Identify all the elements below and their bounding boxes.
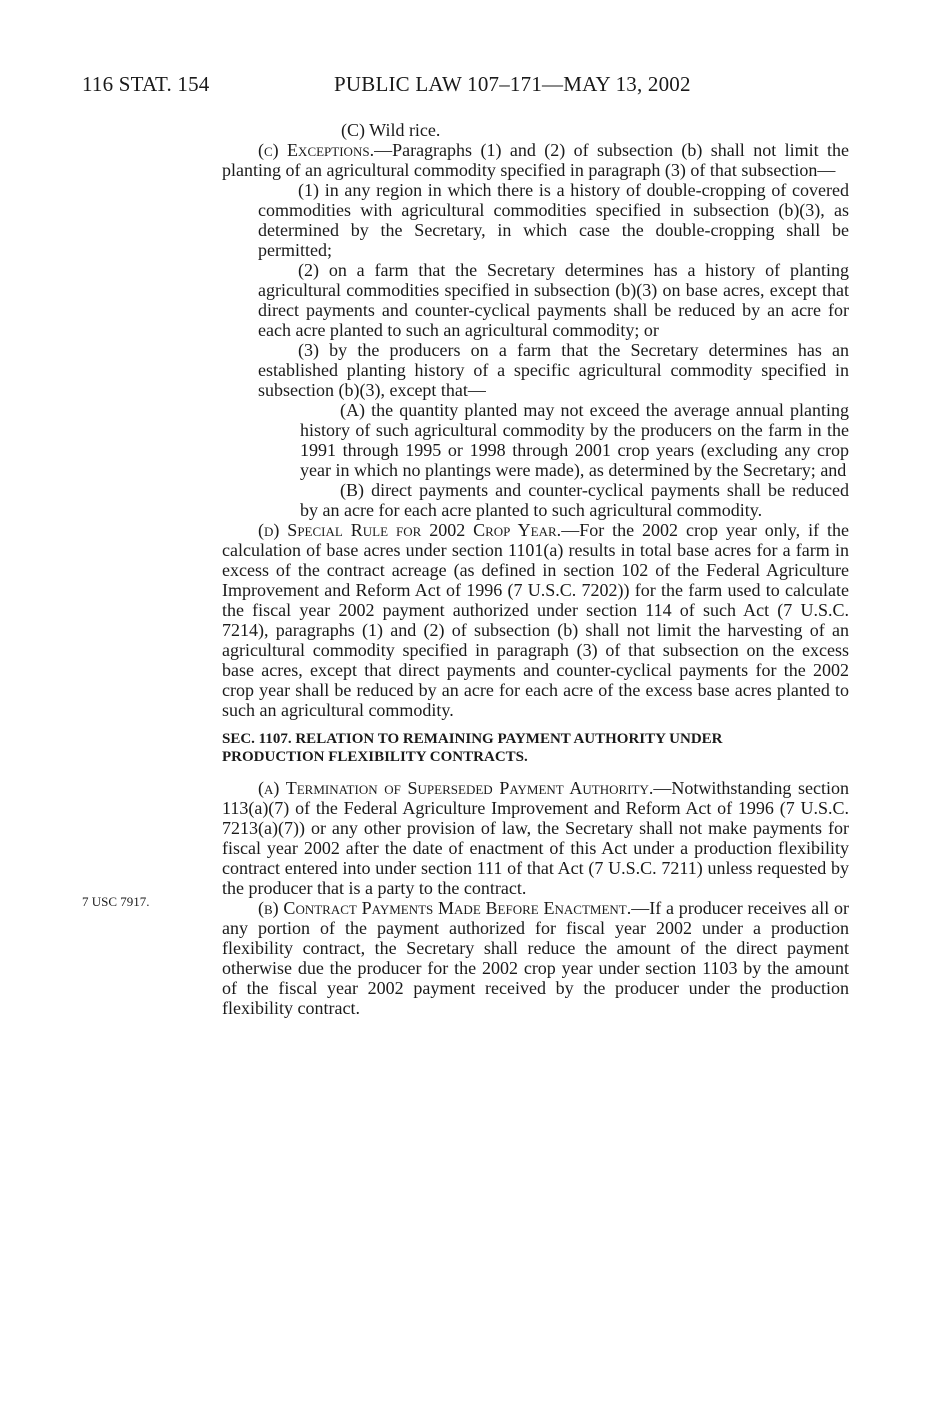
subsection-d-text: —For the 2002 crop year only, if the calculation of base acres under section 1101(a) results in total base acres for a farm in excess of the contract acreage (as defined in section 102 of the Federal Agriculture Improvement and Reform Act of 1996 (7 U.S.C. 7202)) for the farm used to calculate the fiscal year 2002 payment authorized under section 114 of such Act (7 U.S.C. 7214), paragraphs (1) and (2) of subsection (b) shall not limit the harvesting of an agricultural commodity specified in paragraph (3) of that subsection on the excess base acres, except that direct payments and counter-cyclical payments for the 2002 crop year shall be reduced by an acre for each acre of the excess base acres planted to such an agricultural commodity. <box>222 520 849 720</box>
subsection-c-text: —Paragraphs (1) and (2) of subsection (b) shall not limit the planting of an agricultural commodity specified in paragraph (3) of that subsection— <box>222 140 850 180</box>
section-1107-subsection-b <box>222 898 849 1018</box>
section-1107-b-text: —If a producer receives all or any portion of the payment authorized for fiscal year 2002 under a production flexibility contract, the Secretary shall reduce the amount of the direct payment otherwise due the producer for the 2002 crop year under section 1103 by the amount of the fiscal year 2002 payment received by the producer under the production flexibility contract. <box>222 898 849 1018</box>
subsection-d-heading: (d) Special Rule for 2002 Crop Year. <box>258 520 562 540</box>
subsection-c-heading: (c) Exceptions. <box>258 140 375 160</box>
section-1107-a-text: —Notwithstanding section 113(a)(7) of the Federal Agriculture Improvement and Reform Act of 1996 (7 U.S.C. 7213(a)(7)) or any other provision of law, the Secretary shall not make payments for fiscal year 2002 after the date of enactment of this Act under a production flexibility contract entered into under section 111 of that Act (7 U.S.C. 7211) unless requested by the producer that is a party to the contract. <box>222 778 850 898</box>
section-1107-heading <box>222 730 849 766</box>
paragraph-c3: (3) by the producers on a farm that the Secretary determines has an established planting history of a specific agricultural commodity specified in subsection (b)(3), except that— <box>258 340 849 400</box>
section-1107-subsection-a <box>222 778 849 898</box>
paragraph-c2: (2) on a farm that the Secretary determines has a history of planting agricultural commodities specified in subsection (b)(3) on base acres, except that direct payments and counter-cyclical payments shall be reduced by an acre for each acre planted to such an agricultural commodity; or <box>258 260 849 340</box>
stat-page-reference: 116 STAT. 154 <box>82 72 210 96</box>
section-heading-line2: PRODUCTION FLEXIBILITY CONTRACTS. <box>222 749 528 765</box>
paragraph-c1: (1) in any region in which there is a history of double-cropping of covered commodities with agricultural commodities specified in subsection (b)(3), as determined by the Secretary, in which case the double-cropping shall be permitted; <box>258 180 849 260</box>
paragraph-b3C: (C) Wild rice. <box>341 120 441 140</box>
running-header-title: PUBLIC LAW 107–171—MAY 13, 2002 <box>334 72 691 96</box>
subsection-c <box>222 140 849 180</box>
section-1107-a-heading: (a) Termination of Superseded Payment Authority. <box>258 778 654 798</box>
subparagraph-c3A: (A) the quantity planted may not exceed the average annual planting history of such agricultural commodity by the producers on the farm in the 1991 through 1995 or 1998 through 2001 crop years (excluding any crop year in which no plantings were made), as determined by the Secretary; and <box>300 400 849 480</box>
subsection-d <box>222 520 849 720</box>
section-heading-line1: SEC. 1107. RELATION TO REMAINING PAYMENT AUTHORITY UNDER <box>222 731 723 747</box>
subparagraph-c3B: (B) direct payments and counter-cyclical payments shall be reduced by an acre for each acre planted to such agricultural commodity. <box>300 480 849 520</box>
body-text <box>222 120 849 1018</box>
section-1107-b-heading: (b) Contract Payments Made Before Enactment. <box>258 898 632 918</box>
margin-citation: 7 USC 7917. <box>82 894 150 909</box>
